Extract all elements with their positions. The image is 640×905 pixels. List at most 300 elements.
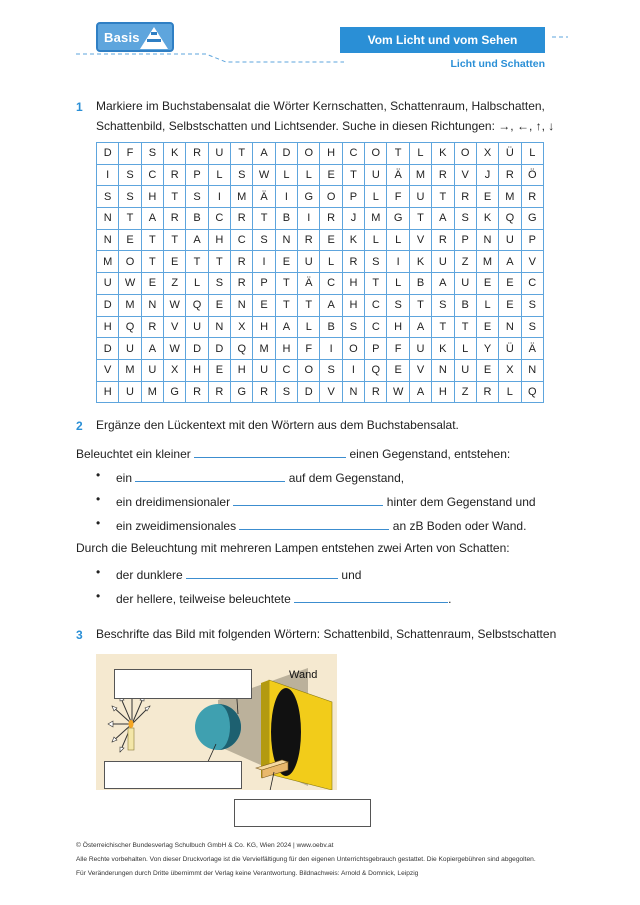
grid-cell[interactable]: C [521,273,543,295]
blank-field-1[interactable] [194,444,346,458]
grid-cell[interactable]: A [275,316,297,338]
task-1-text-line-2: Schattenbild, Selbstschatten und Lichtsender. Suche in diesen Richtungen: →, ←, ↑, ↓ [96,119,555,133]
fill-bullet-4 [116,565,361,582]
grid-cell[interactable]: I [208,186,230,208]
grid-cell[interactable]: E [320,164,342,186]
grid-cell[interactable]: M [119,294,141,316]
grid-cell[interactable]: U [409,186,431,208]
grid-cell[interactable]: F [119,143,141,165]
grid-cell[interactable]: R [432,229,454,251]
grid-cell[interactable]: K [342,229,364,251]
grid-cell[interactable]: K [409,251,431,273]
grid-cell[interactable]: T [409,208,431,230]
grid-cell[interactable]: U [499,229,521,251]
grid-cell[interactable]: R [208,381,230,403]
grid-cell[interactable]: U [186,316,208,338]
grid-cell[interactable]: M [365,208,387,230]
grid-cell[interactable]: I [387,251,409,273]
grid-cell[interactable]: H [387,316,409,338]
grid-cell[interactable]: V [409,359,431,381]
grid-cell[interactable]: A [432,208,454,230]
grid-cell[interactable]: L [275,164,297,186]
grid-row [97,316,544,338]
grid-row [97,273,544,295]
fill-bullet-5-end: . [448,592,452,606]
grid-cell[interactable]: E [275,251,297,273]
grid-cell[interactable]: H [253,316,275,338]
grid-cell[interactable]: M [409,164,431,186]
grid-cell[interactable]: R [432,164,454,186]
bullet: • [96,516,101,530]
grid-cell[interactable]: E [387,359,409,381]
grid-cell[interactable]: O [298,359,320,381]
grid-cell[interactable]: E [476,359,498,381]
grid-cell[interactable]: S [231,164,253,186]
grid-cell[interactable]: L [298,316,320,338]
grid-row [97,338,544,360]
fill-bullet-3-start: ein zweidimensionales [116,519,237,533]
grid-cell[interactable]: U [97,273,119,295]
grid-cell[interactable]: H [275,338,297,360]
grid-cell[interactable]: O [342,338,364,360]
grid-cell[interactable]: Q [186,294,208,316]
grid-cell[interactable]: T [141,229,163,251]
grid-cell[interactable]: M [253,338,275,360]
grid-cell[interactable]: S [97,186,119,208]
fill-line-2: Durch die Beleuchtung mit mehreren Lampen entstehen zwei Arten von Schatten: [76,541,510,555]
grid-cell[interactable]: C [141,164,163,186]
grid-cell[interactable]: U [365,164,387,186]
grid-row [97,143,544,165]
grid-cell[interactable]: R [342,251,364,273]
grid-cell[interactable]: P [365,338,387,360]
grid-cell[interactable]: T [342,164,364,186]
grid-cell[interactable]: O [320,186,342,208]
grid-cell[interactable]: N [521,359,543,381]
grid-cell[interactable]: X [499,359,521,381]
blank-field-3[interactable] [233,492,383,506]
grid-cell[interactable]: R [231,251,253,273]
grid-cell[interactable]: T [141,251,163,273]
blank-field-2[interactable] [135,468,285,482]
flame-icon [129,720,134,728]
word-search-grid [96,142,544,403]
fill-line-1-end: einen Gegenstand, entstehen: [349,447,511,461]
grid-cell[interactable]: F [387,186,409,208]
task-1-text [96,96,566,136]
fill-bullet-1 [116,468,404,485]
grid-cell[interactable]: U [208,143,230,165]
grid-cell[interactable]: P [342,186,364,208]
grid-cell[interactable]: T [253,208,275,230]
footer-copyright: © Österreichischer Bundesverlag Schulbuch GmbH & Co. KG, Wien 2024 | www.oebv.at [76,842,334,849]
grid-cell[interactable]: L [499,381,521,403]
grid-cell[interactable]: R [454,186,476,208]
grid-cell[interactable]: C [275,359,297,381]
grid-cell[interactable]: S [387,294,409,316]
grid-cell[interactable]: H [97,316,119,338]
grid-cell[interactable]: O [454,143,476,165]
grid-cell[interactable]: C [342,143,364,165]
grid-cell[interactable]: Z [454,251,476,273]
wall-label: Wand [289,669,318,681]
worksheet-subtitle: Licht und Schatten [450,58,545,70]
wall-edge [261,680,269,778]
grid-cell[interactable]: W [164,338,186,360]
grid-cell[interactable]: R [476,381,498,403]
grid-cell[interactable]: M [119,359,141,381]
task-3-heading: Beschrifte das Bild mit folgenden Wörtern: Schattenbild, Schattenraum, Selbstschatten [96,627,557,641]
grid-cell[interactable]: U [298,251,320,273]
grid-row [97,251,544,273]
grid-cell[interactable]: I [342,359,364,381]
grid-cell[interactable]: C [231,229,253,251]
grid-cell[interactable]: Q [499,208,521,230]
grid-cell[interactable]: T [454,316,476,338]
grid-cell[interactable]: S [275,381,297,403]
grid-cell[interactable]: F [387,338,409,360]
grid-cell[interactable]: B [409,273,431,295]
grid-row [97,208,544,230]
grid-cell[interactable]: L [186,273,208,295]
grid-cell[interactable]: N [275,229,297,251]
grid-cell[interactable]: M [141,381,163,403]
grid-cell[interactable]: S [186,186,208,208]
grid-cell[interactable]: D [298,381,320,403]
grid-cell[interactable]: T [387,143,409,165]
grid-cell[interactable]: S [119,186,141,208]
grid-cell[interactable]: H [141,186,163,208]
fill-bullet-2-end: hinter dem Gegenstand und [386,495,536,509]
grid-cell[interactable]: F [298,338,320,360]
grid-cell[interactable]: L [298,164,320,186]
grid-cell[interactable]: E [476,273,498,295]
grid-cell[interactable]: T [432,316,454,338]
task-2-heading: Ergänze den Lückentext mit den Wörtern aus dem Buchstabensalat. [96,418,459,432]
grid-cell[interactable]: S [365,251,387,273]
task-2-number: 2 [76,419,83,433]
header-dashed-line-right [552,36,568,40]
grid-cell[interactable]: T [275,294,297,316]
grid-cell[interactable]: U [253,359,275,381]
grid-cell[interactable]: T [275,273,297,295]
grid-cell[interactable]: S [253,229,275,251]
grid-cell[interactable]: C [365,316,387,338]
grid-cell[interactable]: Z [164,273,186,295]
grid-cell[interactable]: I [253,251,275,273]
grid-cell[interactable]: T [186,251,208,273]
grid-cell[interactable]: R [164,164,186,186]
grid-cell[interactable]: U [454,359,476,381]
grid-cell[interactable]: M [499,186,521,208]
grid-cell[interactable]: N [97,208,119,230]
grid-cell[interactable]: A [141,208,163,230]
grid-cell[interactable]: Q [231,338,253,360]
grid-cell[interactable]: D [97,143,119,165]
grid-cell[interactable]: T [208,251,230,273]
grid-cell[interactable]: E [476,316,498,338]
grid-cell[interactable]: T [298,294,320,316]
grid-cell[interactable]: I [97,164,119,186]
grid-cell[interactable]: D [186,338,208,360]
grid-cell[interactable]: I [275,186,297,208]
grid-cell[interactable]: T [365,273,387,295]
grid-cell[interactable]: L [365,186,387,208]
grid-cell[interactable]: A [409,381,431,403]
fill-bullet-1-end: auf dem Gegenstand, [288,471,405,485]
grid-cell[interactable]: L [208,164,230,186]
grid-cell[interactable]: E [141,273,163,295]
grid-cell[interactable]: A [499,251,521,273]
grid-cell[interactable]: A [186,229,208,251]
grid-cell[interactable]: C [365,294,387,316]
grid-cell[interactable]: Ö [521,164,543,186]
grid-cell[interactable]: P [253,273,275,295]
fill-bullet-5-start: der hellere, teilweise beleuchtete [116,592,291,606]
task-1-number: 1 [76,100,83,114]
grid-cell[interactable]: Ä [253,186,275,208]
label-box-3[interactable] [234,799,371,827]
grid-cell[interactable]: U [119,381,141,403]
grid-cell[interactable]: H [342,273,364,295]
grid-cell[interactable]: E [476,186,498,208]
blank-field-5[interactable] [186,565,338,579]
basis-logo-text: Basis [104,30,140,45]
grid-cell[interactable]: G [164,381,186,403]
grid-cell[interactable]: Ä [298,273,320,295]
grid-cell[interactable]: L [387,273,409,295]
bullet: • [96,492,101,506]
grid-cell[interactable]: X [231,316,253,338]
grid-cell[interactable]: R [231,273,253,295]
grid-cell[interactable]: S [141,143,163,165]
grid-cell[interactable]: S [342,316,364,338]
worksheet-title: Vom Licht und vom Sehen [340,27,545,53]
grid-cell[interactable]: R [499,164,521,186]
grid-cell[interactable]: U [409,338,431,360]
grid-cell[interactable]: E [253,294,275,316]
grid-cell[interactable]: W [253,164,275,186]
grid-cell[interactable]: A [320,294,342,316]
grid-cell[interactable]: S [208,273,230,295]
grid-cell[interactable]: A [253,143,275,165]
grid-cell[interactable]: U [454,273,476,295]
grid-cell[interactable]: S [454,208,476,230]
grid-cell[interactable]: Ä [387,164,409,186]
candle [128,728,134,750]
grid-cell[interactable]: U [141,359,163,381]
grid-cell[interactable]: W [387,381,409,403]
grid-cell[interactable]: Q [119,316,141,338]
grid-cell[interactable]: L [521,143,543,165]
grid-cell[interactable]: Z [454,381,476,403]
grid-cell[interactable]: N [476,229,498,251]
grid-row [97,186,544,208]
grid-cell[interactable]: D [97,338,119,360]
fill-bullet-2-start: ein dreidimensionaler [116,495,231,509]
grid-cell[interactable]: E [320,229,342,251]
grid-cell[interactable]: T [164,229,186,251]
fill-bullet-2 [116,492,536,509]
grid-cell[interactable]: A [409,316,431,338]
grid-cell[interactable]: E [499,273,521,295]
triangle-icon [139,26,169,50]
grid-cell[interactable]: O [365,143,387,165]
grid-cell[interactable]: A [432,273,454,295]
grid-cell[interactable]: A [141,338,163,360]
grid-cell[interactable]: T [164,186,186,208]
grid-cell[interactable]: R [298,229,320,251]
grid-cell[interactable]: B [186,208,208,230]
grid-cell[interactable]: B [454,294,476,316]
grid-cell[interactable]: V [97,359,119,381]
fill-bullet-3 [116,516,526,533]
grid-cell[interactable]: M [476,251,498,273]
grid-cell[interactable]: R [253,381,275,403]
grid-cell[interactable]: W [164,294,186,316]
grid-cell[interactable]: V [521,251,543,273]
grid-cell[interactable]: I [298,208,320,230]
grid-cell[interactable]: Q [365,359,387,381]
grid-cell[interactable]: P [521,229,543,251]
grid-cell[interactable]: G [521,208,543,230]
bullet: • [96,468,101,482]
grid-cell[interactable]: N [342,381,364,403]
grid-cell[interactable]: E [208,359,230,381]
grid-cell[interactable]: U [119,338,141,360]
grid-row [97,164,544,186]
label-box-2[interactable] [104,761,242,789]
footer-disclaimer: Für Veränderungen durch Dritte übernimmt der Verlag keine Verantwortung. Bildnachweis: Arnold & Domnick, Leipzig [76,870,419,877]
grid-cell[interactable]: T [119,208,141,230]
grid-cell[interactable]: N [231,294,253,316]
grid-cell[interactable]: Ü [499,143,521,165]
grid-cell[interactable]: H [231,359,253,381]
grid-cell[interactable]: S [432,294,454,316]
grid-cell[interactable]: S [320,359,342,381]
grid-cell[interactable]: N [97,229,119,251]
grid-cell[interactable]: E [499,294,521,316]
grid-cell[interactable]: G [298,186,320,208]
grid-cell[interactable]: Y [476,338,498,360]
grid-cell[interactable]: M [97,251,119,273]
grid-cell[interactable]: J [342,208,364,230]
grid-cell[interactable]: R [186,381,208,403]
grid-cell[interactable]: D [97,294,119,316]
grid-cell[interactable]: H [97,381,119,403]
grid-cell[interactable]: S [521,316,543,338]
grid-cell[interactable]: E [208,294,230,316]
grid-cell[interactable]: K [432,338,454,360]
grid-cell[interactable]: S [119,164,141,186]
grid-cell[interactable]: L [409,143,431,165]
grid-cell[interactable]: C [208,208,230,230]
label-box-1[interactable] [114,669,252,699]
grid-cell[interactable]: N [432,359,454,381]
grid-cell[interactable]: H [208,229,230,251]
grid-cell[interactable]: T [432,186,454,208]
task-3-number: 3 [76,628,83,642]
grid-cell[interactable]: L [387,229,409,251]
grid-cell[interactable]: C [320,273,342,295]
grid-cell[interactable]: H [432,381,454,403]
grid-cell[interactable]: U [432,251,454,273]
grid-cell[interactable]: D [208,338,230,360]
grid-cell[interactable]: V [320,381,342,403]
grid-cell[interactable]: R [521,186,543,208]
grid-cell[interactable]: T [409,294,431,316]
grid-cell[interactable]: H [186,359,208,381]
grid-cell[interactable]: K [164,143,186,165]
grid-row [97,229,544,251]
grid-cell[interactable]: R [320,208,342,230]
blank-field-6[interactable] [294,589,448,603]
grid-cell[interactable]: B [320,316,342,338]
grid-cell[interactable]: E [119,229,141,251]
fill-line-1 [76,444,510,461]
grid-cell[interactable]: H [342,294,364,316]
grid-cell[interactable]: K [432,143,454,165]
grid-cell[interactable]: N [208,316,230,338]
grid-cell[interactable]: P [454,229,476,251]
grid-cell[interactable]: S [521,294,543,316]
grid-cell[interactable]: Ä [521,338,543,360]
grid-cell[interactable]: Ü [499,338,521,360]
grid-cell[interactable]: R [231,208,253,230]
grid-cell[interactable]: L [365,229,387,251]
blank-field-4[interactable] [239,516,389,530]
fill-bullet-1-start: ein [116,471,133,485]
fill-bullet-3-end: an zB Boden oder Wand. [392,519,527,533]
grid-cell[interactable]: V [409,229,431,251]
fill-bullet-4-start: der dunklere [116,568,183,582]
grid-cell[interactable]: R [164,208,186,230]
grid-cell[interactable]: O [298,143,320,165]
grid-cell[interactable]: H [320,143,342,165]
grid-cell[interactable]: R [365,381,387,403]
grid-cell[interactable]: G [231,381,253,403]
grid-cell[interactable]: X [476,143,498,165]
grid-cell[interactable]: L [320,251,342,273]
fill-bullet-4-end: und [341,568,362,582]
grid-cell[interactable]: I [320,338,342,360]
grid-cell[interactable]: J [476,164,498,186]
grid-cell[interactable]: P [186,164,208,186]
grid-cell[interactable]: T [231,143,253,165]
grid-cell[interactable]: V [454,164,476,186]
grid-cell[interactable]: Q [521,381,543,403]
grid-cell[interactable]: B [275,208,297,230]
grid-cell[interactable]: G [387,208,409,230]
grid-cell[interactable]: L [476,294,498,316]
grid-cell[interactable]: W [119,273,141,295]
grid-row [97,294,544,316]
header-dashed-line-left [76,52,346,66]
task-1-text-line-1: Markiere im Buchstabensalat die Wörter Kernschatten, Schattenraum, Halbschatten, [96,99,545,113]
grid-cell[interactable]: R [141,316,163,338]
grid-cell[interactable]: D [275,143,297,165]
grid-cell[interactable]: E [164,251,186,273]
grid-cell[interactable]: V [164,316,186,338]
grid-cell[interactable]: K [476,208,498,230]
grid-cell[interactable]: M [231,186,253,208]
grid-cell[interactable]: O [119,251,141,273]
grid-cell[interactable]: L [454,338,476,360]
grid-cell[interactable]: X [164,359,186,381]
grid-cell[interactable]: R [186,143,208,165]
grid-cell[interactable]: N [499,316,521,338]
grid-cell[interactable]: N [141,294,163,316]
